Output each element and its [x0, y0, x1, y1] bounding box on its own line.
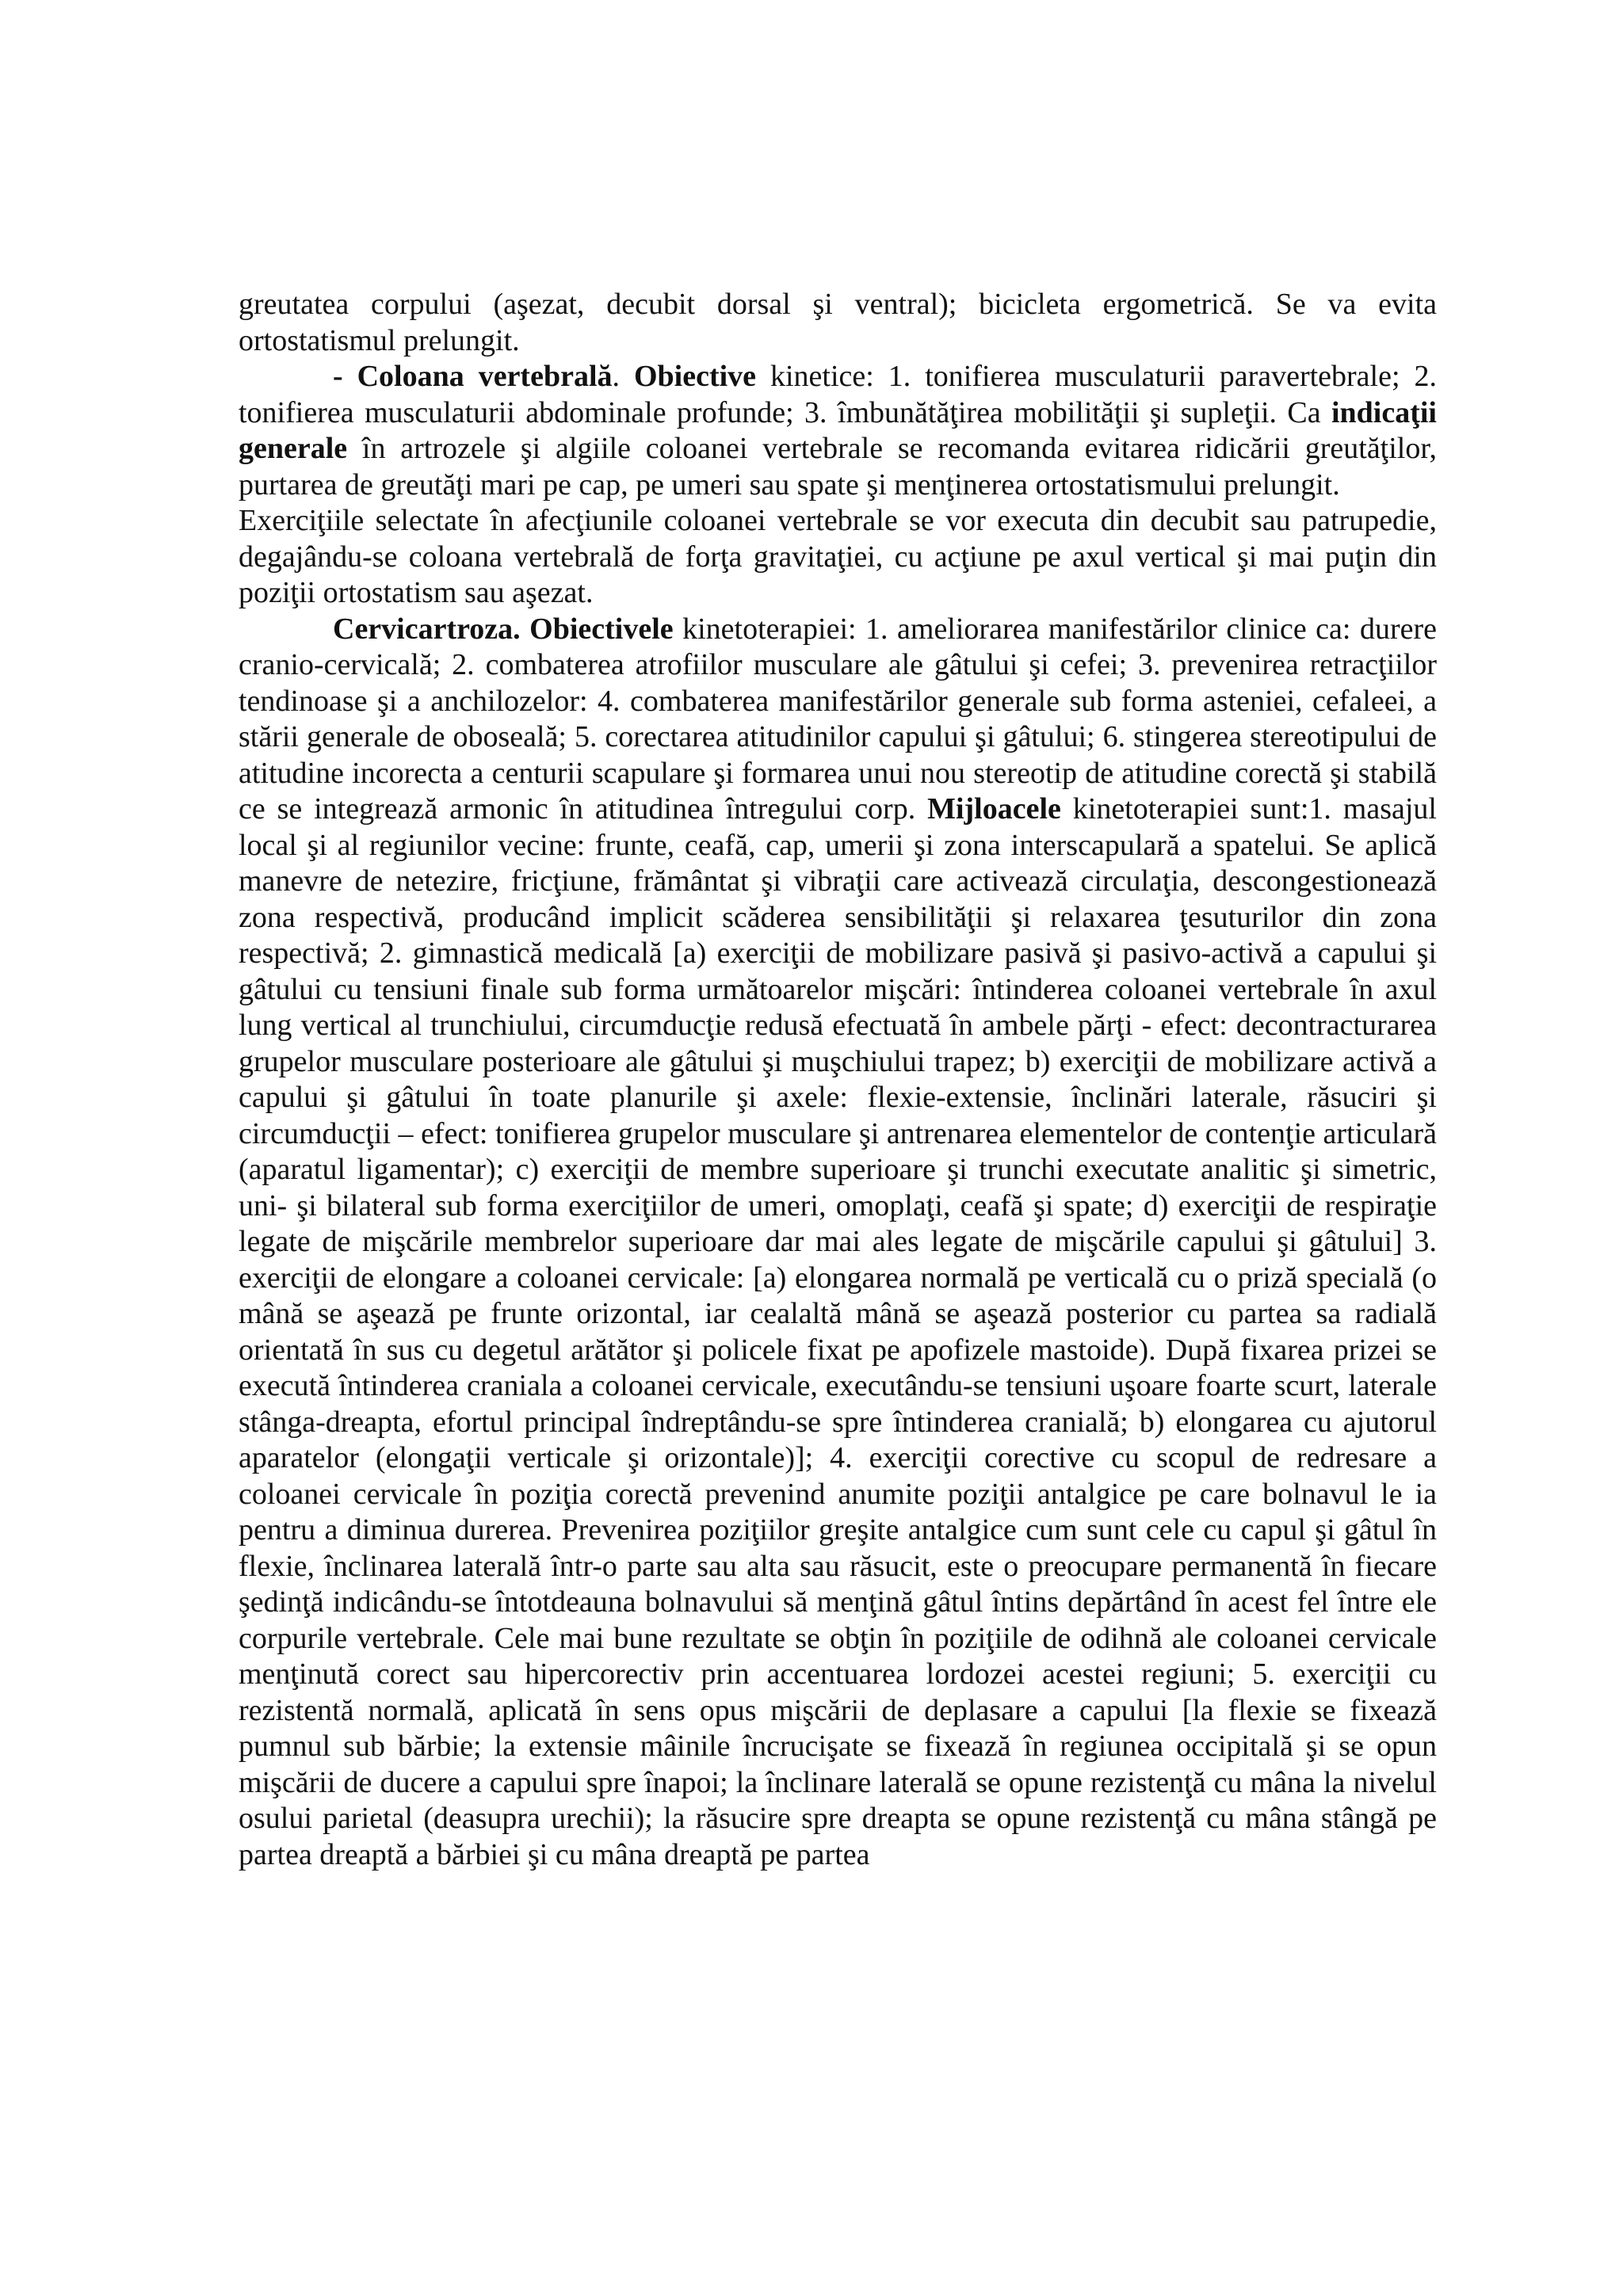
text-run: kinetice: 1. tonifierea musculaturii paravertebrale; 2. tonifierea musculaturii abdominale profunde; 3. îmbunătăţirea mobilităţii şi supleţii. Ca [239, 360, 1437, 429]
text-run: Exerciţiile selectate în afecţiunile coloanei vertebrale se vor executa din decubit sau patrupedie, degajându-se coloana vertebrală de forţa gravitaţiei, cu acţiune pe axul vertical şi mai puţin din poziţii ortostatism sau aşezat. [239, 504, 1437, 609]
text-run: . [612, 360, 634, 393]
paragraph [239, 287, 1437, 359]
bold-text: - Coloana vertebrală [333, 360, 613, 393]
bold-text: Cervicartroza. Obiectivele [333, 612, 674, 646]
text-run: kinetoterapiei: 1. ameliorarea manifestărilor clinice ca: durere cranio-cervicală; 2. combaterea atrofiilor musculare ale gâtului şi cefei; 3. prevenirea retracţiilor tendinoase şi a anchilozelor: 4. combaterea manifestărilor generale sub forma asteniei, cefaleei, a stării generale de oboseală; 5. corectarea atitudinilor capului şi gâtului; 6. stingerea stereotipului de atitudine incorecta a centurii scapulare şi formarea unui nou stereotip de atitudine corectă şi stabilă ce se integrează armonic în atitudinea întregului corp. [239, 612, 1437, 826]
paragraph [239, 359, 1437, 503]
text-run: greutatea corpului (aşezat, decubit dorsal şi ventral); bicicleta ergometrică. Se va evita ortostatismul prelungit. [239, 288, 1437, 357]
paragraph [239, 612, 1437, 1874]
document-page [239, 287, 1437, 1873]
text-run: în artrozele şi algiile coloanei vertebrale se recomanda evitarea ridicării greutăţilor, purtarea de greutăţi mari pe cap, pe umeri sau spate şi menţinerea ortostatismului prelungit. [239, 432, 1437, 502]
text-run: kinetoterapiei sunt:1. masajul local şi al regiunilor vecine: frunte, ceafă, cap, umerii şi zona interscapulară a spatelui. Se aplică manevre de netezire, fricţiune, frământat şi vibraţii care activează circulaţia, descongestionează zona respectivă, producând implicit scăderea sensibilităţii şi relaxarea ţesuturilor din zona respectivă; 2. gimnastică medicală [a) exerciţii de mobilizare pasivă şi pasivo-activă a capului şi gâtului cu tensiuni finale sub forma următoarelor mişcări: întinderea coloanei vertebrale în axul lung vertical al trunchiului, circumducţie redusă efectuată în ambele părţi - efect: decontracturarea grupelor musculare posterioare ale gâtului şi muşchiului trapez; b) exerciţii de mobilizare activă a capului şi gâtului în toate planurile şi axele: flexie-extensie, înclinări laterale, răsuciri şi circumducţii – efect: tonifierea grupelor musculare şi antrenarea elementelor de contenţie articulară (aparatul ligamentar); c) exerciţii de membre superioare şi trunchi executate analitic şi simetric, uni- şi bilateral sub forma exerciţiilor de umeri, omoplaţi, ceafă şi spate; d) exerciţii de respiraţie legate de mişcările membrelor superioare dar mai ales legate de mişcările capului şi gâtului] 3. exerciţii de elongare a coloanei cervicale: [a) elongarea normală pe verticală cu o priză specială (o mână se aşează pe frunte orizontal, iar cealaltă mână se aşează posterior cu partea sa radială orientată în sus cu degetul arătător şi policele fixat pe apofizele mastoide). După fixarea prizei se execută întinderea craniala a coloanei cervicale, executându-se tensiuni uşoare foarte scurt, laterale stânga-dreapta, efortul principal îndreptându-se spre întinderea cranială; b) elongarea cu ajutorul aparatelor (elongaţii verticale şi orizontale)]; 4. exerciţii corective cu scopul de redresare a coloanei cervicale în poziţia corectă prevenind anumite poziţii antalgice pe care bolnavul le ia pentru a diminua durerea. Prevenirea poziţiilor greşite antalgice cum sunt cele cu capul şi gâtul în flexie, înclinarea laterală într-o parte sau alta sau răsucit, este o preocupare permanentă în fiecare şedinţă indicându-se întotdeauna bolnavului să menţină gâtul întins depărtând în acest fel între ele corpurile vertebrale. Cele mai bune rezultate se obţin în poziţiile de odihnă ale coloanei cervicale menţinută corect sau hipercorectiv prin accentuarea lordozei acestei regiuni; 5. exerciţii cu rezistentă normală, aplicată în sens opus mişcării de deplasare a capului [la flexie se fixează pumnul sub bărbie; la extensie mâinile încrucişate se fixează în regiunea occipitală şi se opun mişcării de ducere a capului spre înapoi; la înclinare laterală se opune rezistenţă cu mâna la nivelul osului parietal (deasupra urechii); la răsucire spre dreapta se opune rezistenţă cu mâna stângă pe partea dreaptă a bărbiei şi cu mâna dreaptă pe partea [239, 792, 1437, 1871]
bold-text: indicaţii generale [239, 395, 1437, 465]
paragraph [239, 503, 1437, 612]
bold-text: Obiective [633, 360, 757, 393]
bold-text: Mijloacele [927, 792, 1061, 826]
